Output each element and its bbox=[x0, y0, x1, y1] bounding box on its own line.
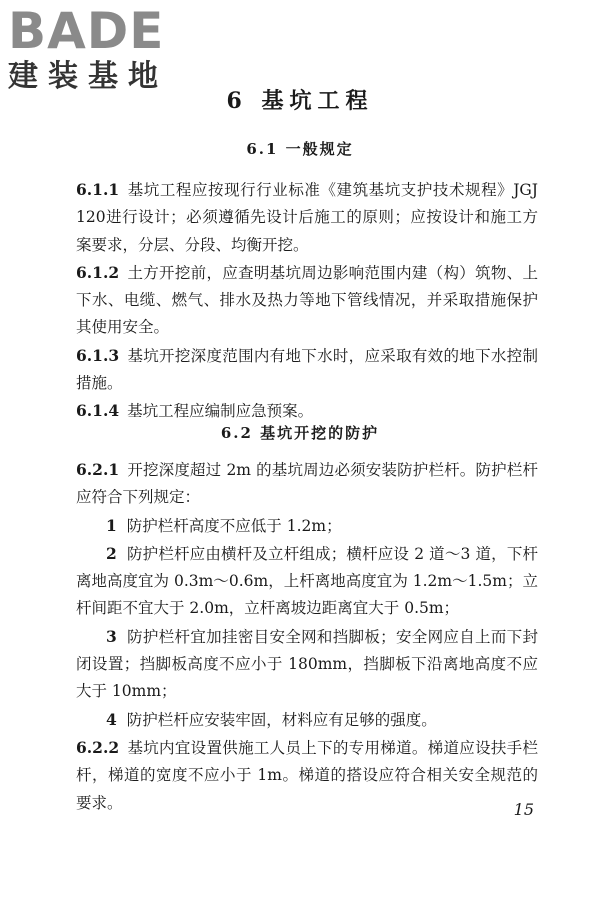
clause-number: 6.1.2 bbox=[76, 262, 120, 282]
list-item bbox=[76, 706, 538, 734]
section-6-2-body bbox=[76, 456, 538, 817]
item-number: 4 bbox=[106, 709, 117, 729]
logo bbox=[8, 4, 178, 94]
clause-number: 6.1.3 bbox=[76, 345, 120, 365]
clause-number: 6.2.1 bbox=[76, 460, 120, 479]
clause-text: 基坑开挖深度范围内有地下水时，应采取有效的地下水控制措施。 bbox=[76, 346, 538, 393]
section-title-6-1: 6.1 一般规定 bbox=[246, 140, 354, 158]
logo-name-text: 建装基地 bbox=[8, 59, 168, 94]
clause-number: 6.2.2 bbox=[76, 737, 120, 757]
item-text: 防护栏杆宜加挂密目安全网和挡脚板；安全网应自上而下封闭设置；挡脚板高度不应小于 180mm，挡脚板下沿离地高度不应大于 10mm； bbox=[76, 627, 538, 701]
clause-6-2-2 bbox=[76, 734, 538, 817]
item-number: 1 bbox=[106, 515, 117, 535]
item-text: 防护栏杆高度不应低于 1.2m； bbox=[126, 516, 342, 535]
clause-text: 基坑工程应编制应急预案。 bbox=[127, 402, 314, 421]
clause-text: 基坑内宜设置供施工人员上下的专用梯道。梯道应设扶手栏杆，梯道的宽度不应小于 1m。梯道的搭设应符合相关安全规范的要求。 bbox=[76, 738, 538, 812]
item-number: 2 bbox=[106, 543, 117, 563]
list-item bbox=[76, 623, 538, 706]
clause-6-1-3 bbox=[76, 342, 538, 398]
item-text: 防护栏杆应安装牢固，材料应有足够的强度。 bbox=[126, 710, 437, 729]
clause-number: 6.1.1 bbox=[76, 180, 120, 199]
clause-6-1-2 bbox=[76, 259, 538, 342]
chapter-title: 6 基坑工程 bbox=[226, 88, 374, 114]
section-6-1-body bbox=[76, 176, 538, 426]
list-item bbox=[76, 540, 538, 623]
list-item bbox=[76, 512, 538, 540]
clause-text: 土方开挖前，应查明基坑周边影响范围内建（构）筑物、上下水、电缆、燃气、排水及热力等地下管线情况，并采取措施保护其使用安全。 bbox=[76, 263, 538, 337]
page-number: 15 bbox=[513, 800, 534, 819]
item-text: 防护栏杆应由横杆及立杆组成；横杆应设 2 道～3 道，下杆离地高度宜为 0.3m～0.6m，上杆离地高度宜为 1.2m～1.5m；立杆间距不宜大于 2.0m，立杆离坡边距离宜大于 0.5m； bbox=[76, 544, 538, 618]
clause-text: 基坑工程应按现行行业标准《建筑基坑支护技术规程》JGJ 120进行设计；必须遵循先设计后施工的原则；应按设计和施工方案要求，分层、分段、均衡开挖。 bbox=[76, 181, 538, 254]
logo-brand-text: BADE bbox=[8, 2, 165, 60]
clause-6-1-1 bbox=[76, 176, 538, 259]
item-number: 3 bbox=[106, 626, 117, 646]
clause-6-2-1 bbox=[76, 456, 538, 512]
clause-text: 开挖深度超过 2m 的基坑周边必须安装防护栏杆。防护栏杆应符合下列规定： bbox=[76, 461, 538, 507]
section-title-6-2: 6.2 基坑开挖的防护 bbox=[220, 424, 380, 442]
clause-number: 6.1.4 bbox=[76, 401, 120, 421]
